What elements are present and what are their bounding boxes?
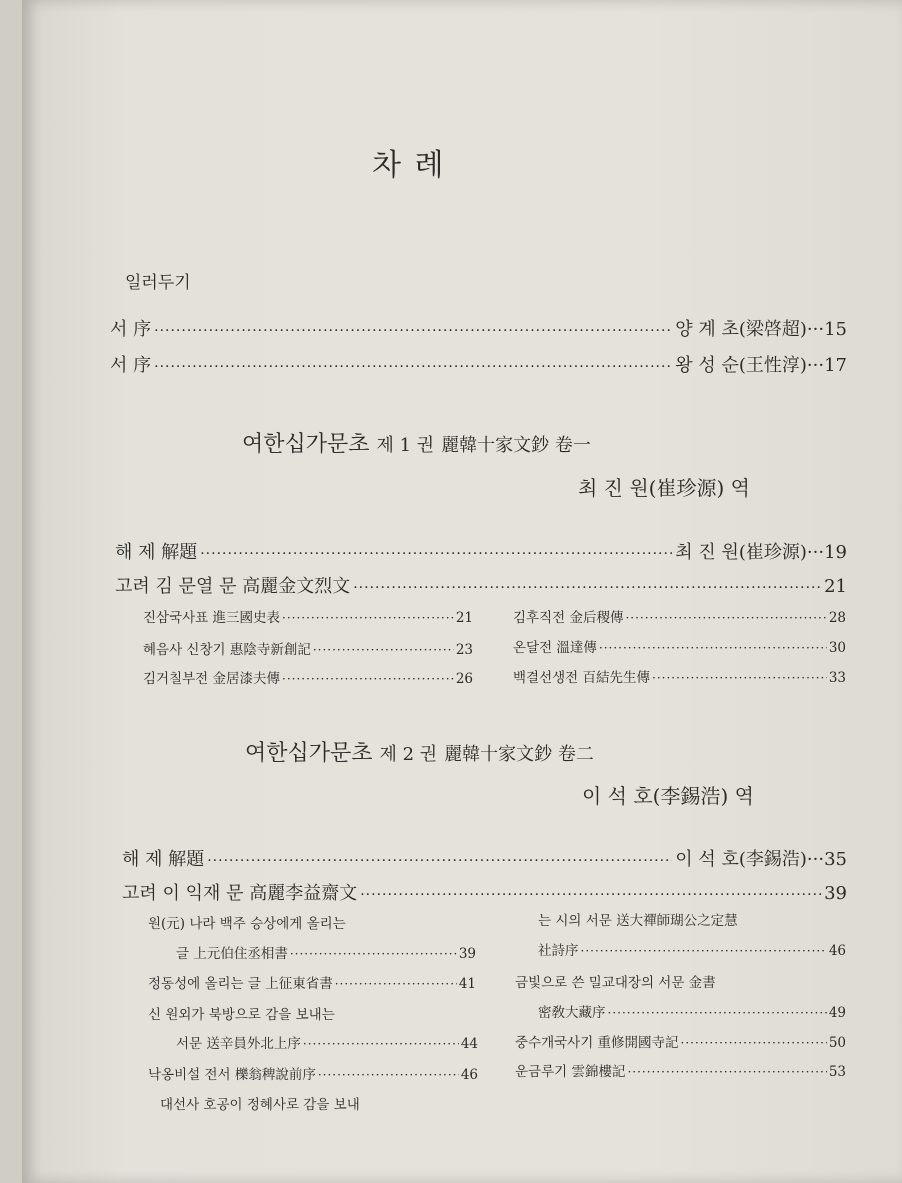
- volume-1-heading: [242, 427, 591, 458]
- commentary-author: 이 석 호(李錫浩): [675, 849, 807, 870]
- entry-page: 44: [460, 1036, 478, 1052]
- toc-entry: [515, 1060, 846, 1080]
- dot-leader: [353, 580, 821, 596]
- dot-leader: [627, 1065, 826, 1079]
- preface-label: 서 序: [110, 355, 152, 376]
- entry-title: 낙옹비설 전서 櫟翁稗說前序: [148, 1067, 316, 1083]
- dot-leader: [608, 1006, 827, 1020]
- section-label: 고려 이 익재 문 高麗李益齋文: [122, 883, 358, 904]
- entry-page: 28: [828, 610, 846, 626]
- preface-author: 왕 성 순(王性淳): [675, 355, 807, 376]
- intro-note: 일러두기: [125, 273, 191, 293]
- entry-title: 김거칠부전 金居漆夫傳: [143, 671, 280, 687]
- entry-page: 53: [828, 1064, 846, 1080]
- volume-1-translator: 최 진 원(崔珍源) 역: [578, 476, 750, 500]
- section-row: [122, 879, 847, 905]
- section-label: 고려 김 문열 문 高麗金文烈文: [115, 576, 351, 597]
- dot-leader: [652, 671, 827, 685]
- volume-heading-hanja: 麗韓十家文鈔 卷二: [444, 744, 594, 765]
- entry-title: 社詩序: [538, 943, 579, 959]
- entry-title: 중수개국사기 重修開國寺記: [515, 1035, 679, 1051]
- commentary-page: 35: [824, 849, 847, 870]
- dot-leader: [360, 887, 821, 903]
- dot-leader: [335, 977, 457, 991]
- dot-leader: [282, 611, 454, 625]
- toc-entry: [538, 1001, 846, 1021]
- preface-page: 15: [824, 319, 847, 340]
- entry-title: 온달전 溫達傳: [513, 640, 597, 656]
- dot-leader: [154, 359, 672, 375]
- dot-leader-short: ···: [806, 849, 825, 870]
- entry-page: 26: [455, 671, 473, 687]
- toc-entry: [513, 636, 846, 656]
- entry-page: 49: [828, 1005, 846, 1021]
- dot-leader: [581, 944, 827, 958]
- commentary-page: 19: [824, 542, 847, 563]
- entry-title: 김후직전 金后稷傳: [513, 610, 624, 626]
- volume-heading-hanja: 麗韓十家文鈔 卷一: [441, 435, 591, 456]
- toc-entry: [143, 667, 473, 687]
- entry-title: 글 上元伯住丞相書: [176, 946, 288, 962]
- dot-leader: [318, 1068, 459, 1082]
- dot-leader: [599, 641, 827, 655]
- dot-leader: [303, 1037, 459, 1051]
- commentary-row: [122, 845, 847, 871]
- dot-leader: [625, 611, 826, 625]
- commentary-label: 해 제 解題: [115, 542, 198, 563]
- dot-leader: [200, 546, 672, 562]
- toc-entry: [538, 939, 846, 959]
- toc-entry-line: 는 시의 서문 送大禪師瑚公之定慧: [538, 913, 738, 929]
- preface-row: [110, 315, 847, 341]
- entry-title: 혜음사 신창기 惠陰寺新創記: [143, 642, 311, 658]
- commentary-label: 해 제 解題: [122, 849, 205, 870]
- dot-leader: [207, 853, 672, 869]
- section-row: [115, 572, 847, 598]
- toc-entry-line: 원(元) 나라 백주 승상에게 올리는: [148, 916, 346, 932]
- entry-title: 운금루기 雲錦樓記: [515, 1064, 626, 1080]
- toc-entry-line: 대선사 호공이 정혜사로 감을 보내: [160, 1097, 360, 1113]
- preface-page: 17: [824, 355, 847, 376]
- toc-entry: [176, 942, 476, 962]
- dot-leader: [313, 643, 454, 657]
- entry-page: 50: [828, 1035, 846, 1051]
- dot-leader: [290, 947, 457, 961]
- volume-2-translator: 이 석 호(李錫浩) 역: [582, 784, 754, 808]
- entry-title: 백결선생전 百結先生傳: [513, 670, 650, 686]
- preface-author: 양 계 초(梁啓超): [675, 319, 807, 340]
- dot-leader-short: ···: [806, 542, 825, 563]
- toc-entry: [143, 606, 473, 626]
- dot-leader: [154, 323, 672, 339]
- section-page: 21: [824, 576, 847, 597]
- commentary-row: [115, 538, 847, 564]
- toc-entry: [148, 972, 476, 992]
- entry-page: 46: [828, 943, 846, 959]
- preface-row: [110, 351, 847, 377]
- volume-heading-korean: 여한십가문초: [242, 432, 370, 457]
- toc-entry: [176, 1032, 478, 1052]
- entry-page: 21: [455, 610, 473, 626]
- volume-number: 제 2 권: [379, 744, 438, 765]
- entry-title: 정동성에 올리는 글 上征東省書: [148, 976, 333, 992]
- volume-2-heading: [245, 736, 594, 767]
- page-title: 차 례: [372, 148, 446, 183]
- toc-entry-line: 신 원외가 북방으로 감을 보내는: [148, 1007, 335, 1023]
- section-page: 39: [824, 883, 847, 904]
- toc-entry: [143, 638, 473, 658]
- entry-page: 23: [455, 642, 473, 658]
- entry-page: 46: [460, 1067, 478, 1083]
- entry-page: 41: [458, 976, 476, 992]
- commentary-author: 최 진 원(崔珍源): [675, 542, 807, 563]
- toc-entry-line: 금빛으로 쓴 밀교대장의 서문 金書: [515, 975, 716, 991]
- entry-page: 30: [828, 640, 846, 656]
- preface-label: 서 序: [110, 319, 152, 340]
- volume-number: 제 1 권: [376, 435, 435, 456]
- toc-entry: [148, 1063, 478, 1083]
- toc-entry: [515, 1031, 846, 1051]
- entry-title: 密敎大藏序: [538, 1005, 606, 1021]
- dot-leader-short: ···: [806, 355, 825, 376]
- entry-page: 33: [828, 670, 846, 686]
- dot-leader: [681, 1036, 827, 1050]
- dot-leader-short: ···: [806, 319, 825, 340]
- entry-title: 진삼국사표 進三國史表: [143, 610, 280, 626]
- entry-page: 39: [458, 946, 476, 962]
- toc-entry: [513, 666, 846, 686]
- volume-heading-korean: 여한십가문초: [245, 741, 373, 766]
- dot-leader: [282, 672, 454, 686]
- toc-entry: [513, 606, 846, 626]
- entry-title: 서문 送辛員外北上序: [176, 1036, 301, 1052]
